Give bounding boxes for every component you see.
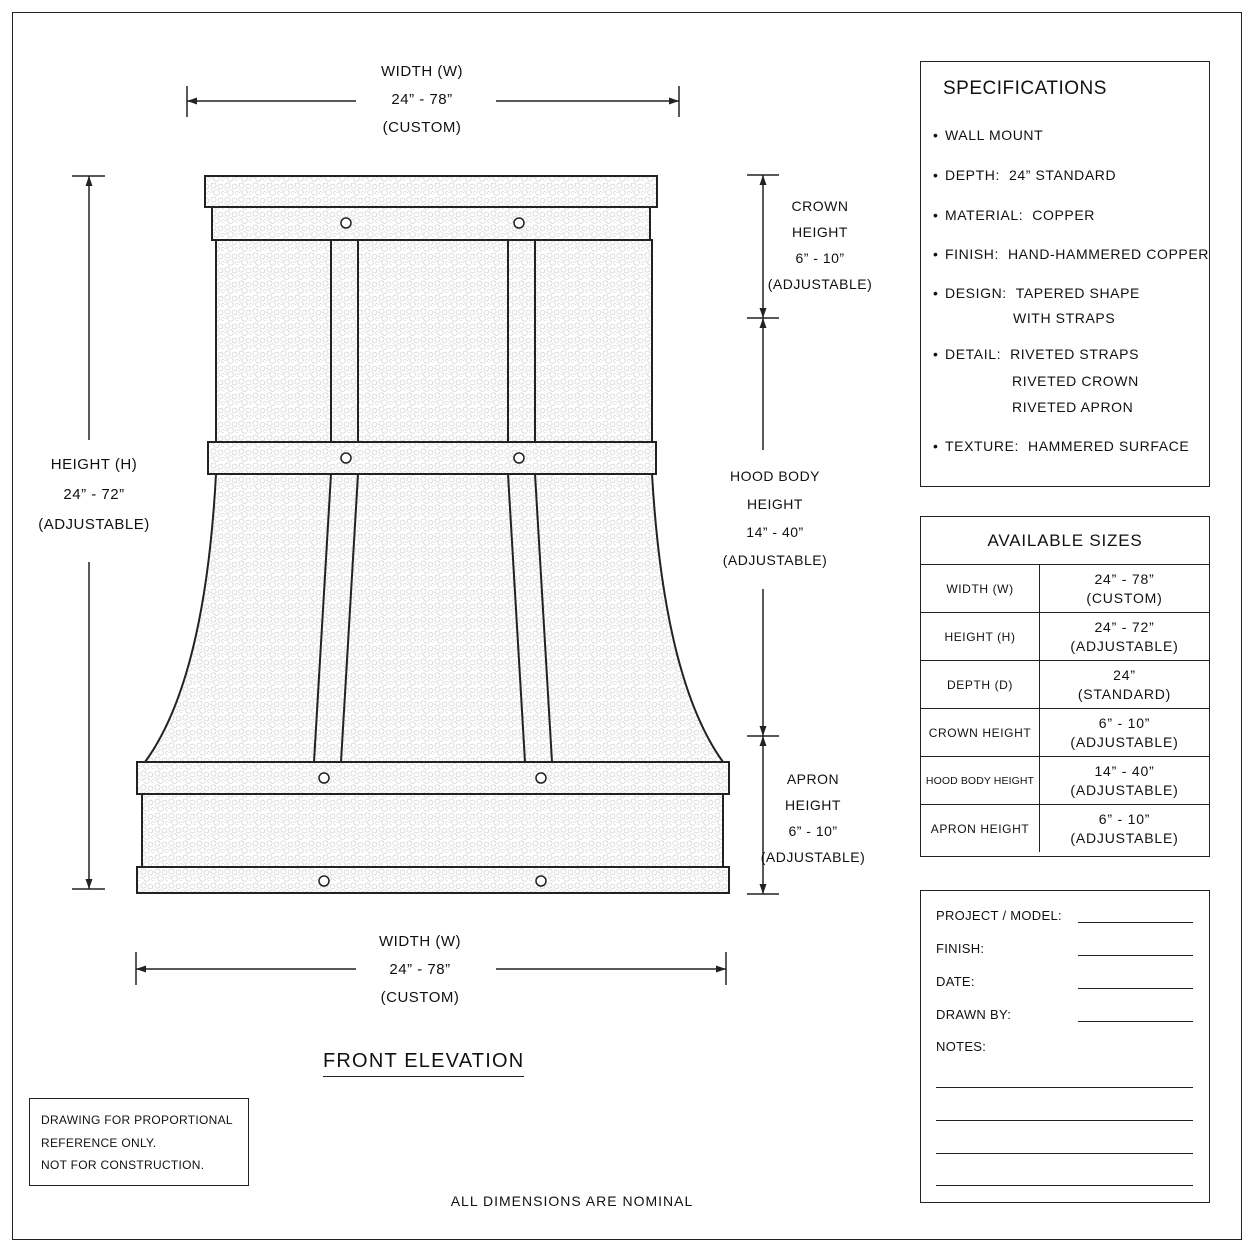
height-note: (ADJUSTABLE) bbox=[38, 516, 150, 533]
notes-line[interactable] bbox=[936, 1153, 1193, 1154]
notes-line[interactable] bbox=[936, 1185, 1193, 1186]
disclaimer-box bbox=[29, 1098, 249, 1186]
table-row bbox=[921, 805, 1209, 853]
width-top-range: 24” - 78” bbox=[391, 91, 453, 108]
crown-line2: HEIGHT bbox=[792, 224, 848, 240]
bullet-icon: • bbox=[933, 246, 939, 262]
apron-bottom-band bbox=[137, 867, 729, 893]
bullet-icon: • bbox=[933, 285, 939, 301]
size-value: 6” - 10” (ADJUSTABLE) bbox=[1040, 709, 1210, 757]
width-bottom-note: (CUSTOM) bbox=[380, 989, 460, 1006]
finish-label: FINISH: bbox=[936, 941, 985, 956]
width-top-title: WIDTH (W) bbox=[381, 63, 463, 80]
hood-body-line2: HEIGHT bbox=[747, 496, 803, 512]
size-param: DEPTH (D) bbox=[921, 661, 1040, 709]
disclaimer-line: REFERENCE ONLY. bbox=[41, 1135, 157, 1150]
size-value: 24” - 72” (ADJUSTABLE) bbox=[1040, 613, 1210, 661]
size-value: 6” - 10” (ADJUSTABLE) bbox=[1040, 805, 1210, 853]
apron-line1: APRON bbox=[786, 771, 840, 787]
table-row bbox=[921, 565, 1209, 613]
rivet bbox=[341, 218, 351, 228]
hood-body-line1: HOOD BODY bbox=[729, 468, 821, 484]
crown-note: (ADJUSTABLE) bbox=[767, 276, 873, 292]
sizes-table bbox=[921, 565, 1209, 852]
table-row bbox=[921, 757, 1209, 805]
hood-body-note: (ADJUSTABLE) bbox=[722, 552, 828, 568]
size-value: 14” - 40” (ADJUSTABLE) bbox=[1040, 757, 1210, 805]
table-row bbox=[921, 709, 1209, 757]
date-field[interactable] bbox=[1078, 988, 1193, 989]
notes-line[interactable] bbox=[936, 1087, 1193, 1088]
width-bottom-label bbox=[350, 928, 490, 1012]
available-sizes-title: AVAILABLE SIZES bbox=[921, 517, 1209, 565]
size-param: CROWN HEIGHT bbox=[921, 709, 1040, 757]
notes-label: NOTES: bbox=[936, 1039, 987, 1054]
project-model-label: PROJECT / MODEL: bbox=[936, 908, 1062, 923]
project-model-field[interactable] bbox=[1078, 922, 1193, 923]
strap-upper-right bbox=[508, 240, 535, 442]
apron-line2: HEIGHT bbox=[785, 797, 841, 813]
size-value: 24” (STANDARD) bbox=[1040, 661, 1210, 709]
apron-height-label bbox=[753, 766, 873, 870]
date-label: DATE: bbox=[936, 974, 975, 989]
spec-detail-cont-1: RIVETED CROWN bbox=[1012, 373, 1139, 389]
crown-cap bbox=[205, 176, 657, 207]
size-param: HOOD BODY HEIGHT bbox=[921, 757, 1040, 805]
specifications-title: SPECIFICATIONS bbox=[943, 78, 1107, 99]
table-row bbox=[921, 613, 1209, 661]
strap-upper-left bbox=[331, 240, 358, 442]
title-block bbox=[920, 890, 1210, 1203]
apron-body bbox=[142, 794, 723, 867]
finish-field[interactable] bbox=[1078, 955, 1193, 956]
spec-item-depth: • DEPTH: 24” STANDARD bbox=[933, 167, 1117, 183]
rivet bbox=[536, 876, 546, 886]
bullet-icon: • bbox=[933, 127, 939, 143]
spec-detail-cont-2: RIVETED APRON bbox=[1012, 399, 1134, 415]
spec-item-finish: • FINISH: HAND-HAMMERED COPPER bbox=[933, 246, 1209, 262]
rivet bbox=[319, 876, 329, 886]
crown-line1: CROWN bbox=[791, 198, 849, 214]
height-title: HEIGHT (H) bbox=[50, 456, 138, 473]
width-top-note: (CUSTOM) bbox=[382, 119, 462, 136]
size-param: HEIGHT (H) bbox=[921, 613, 1040, 661]
size-value: 24” - 78” (CUSTOM) bbox=[1086, 570, 1163, 606]
spec-item-design: • DESIGN: TAPERED SHAPE bbox=[933, 285, 1140, 301]
size-param: WIDTH (W) bbox=[921, 565, 1040, 613]
crown-range: 6” - 10” bbox=[795, 250, 845, 266]
height-range: 24” - 72” bbox=[63, 486, 125, 503]
specifications-panel bbox=[920, 61, 1210, 487]
crown-band bbox=[212, 207, 650, 240]
bullet-icon: • bbox=[933, 207, 939, 223]
front-elevation-title: FRONT ELEVATION bbox=[323, 1050, 524, 1077]
apron-range: 6” - 10” bbox=[788, 823, 838, 839]
apron-top-band bbox=[137, 762, 729, 794]
rivet bbox=[514, 453, 524, 463]
table-row bbox=[921, 661, 1209, 709]
size-param: APRON HEIGHT bbox=[921, 805, 1040, 853]
drawn-by-field[interactable] bbox=[1078, 1021, 1193, 1022]
height-label bbox=[24, 450, 164, 540]
notes-line[interactable] bbox=[936, 1120, 1193, 1121]
bullet-icon: • bbox=[933, 346, 939, 362]
rivet bbox=[536, 773, 546, 783]
middle-band bbox=[208, 442, 656, 474]
bullet-icon: • bbox=[933, 167, 939, 183]
rivet bbox=[319, 773, 329, 783]
disclaimer-line: DRAWING FOR PROPORTIONAL bbox=[41, 1113, 233, 1127]
nominal-dimensions-note: ALL DIMENSIONS ARE NOMINAL bbox=[450, 1193, 694, 1209]
rivet bbox=[514, 218, 524, 228]
crown-height-label bbox=[760, 193, 880, 297]
spec-design-cont: WITH STRAPS bbox=[1013, 310, 1116, 326]
drawn-by-label: DRAWN BY: bbox=[936, 1007, 1012, 1022]
width-bottom-title: WIDTH (W) bbox=[379, 933, 461, 950]
apron-note: (ADJUSTABLE) bbox=[760, 849, 866, 865]
width-bottom-range: 24” - 78” bbox=[389, 961, 451, 978]
rivet bbox=[341, 453, 351, 463]
hood-flare bbox=[145, 474, 723, 762]
spec-item-detail: • DETAIL: RIVETED STRAPS bbox=[933, 346, 1140, 362]
disclaimer-line: NOT FOR CONSTRUCTION. bbox=[41, 1158, 205, 1172]
spec-item-material: • MATERIAL: COPPER bbox=[933, 207, 1095, 223]
hood-body bbox=[216, 240, 652, 442]
hood-body-height-label bbox=[715, 462, 835, 574]
available-sizes-panel bbox=[920, 516, 1210, 857]
spec-item-texture: • TEXTURE: HAMMERED SURFACE bbox=[933, 438, 1190, 454]
hood-body-range: 14” - 40” bbox=[746, 524, 804, 540]
width-top-label bbox=[352, 58, 492, 142]
bullet-icon: • bbox=[933, 438, 939, 454]
spec-item-mount: • WALL MOUNT bbox=[933, 127, 1044, 143]
